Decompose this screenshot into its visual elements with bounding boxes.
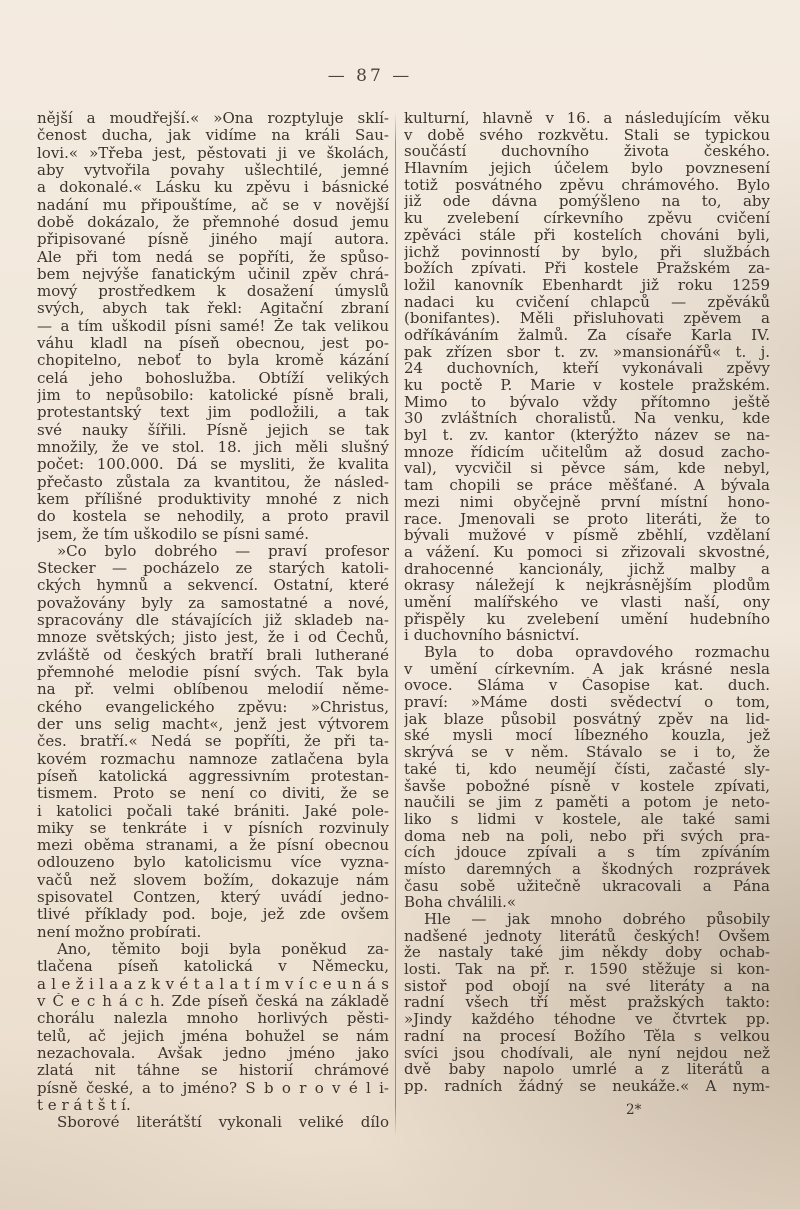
signature-mark: 2*	[626, 1101, 642, 1118]
text-line: jak blaze působil posvátný zpěv na lid-	[404, 710, 770, 728]
text-line: ské mysli mocí líbezného kouzla, jež	[404, 727, 770, 745]
text-line: a dokonalé.« Lásku ku zpěvu i básnické	[37, 179, 389, 197]
text-line: čenost ducha, jak vidíme na králi Sau-	[37, 127, 389, 145]
text-line: naučili se jim z paměti a potom je neto-	[404, 794, 770, 811]
text-line: sistoř pod obojí na své literáty a na	[404, 977, 770, 995]
text-line: tlačena píseň katolická v Německu,	[37, 958, 389, 976]
text-line: radní na procesí Božího Těla s velkou	[404, 1027, 770, 1045]
text-line: nezachovala. Avšak jedno jméno jako	[37, 1044, 389, 1062]
text-line: v Č e c h á c h. Zde píseň česká na základě	[37, 992, 389, 1010]
text-line: množily, že ve stol. 18. jich měli slušný	[37, 438, 389, 456]
text-line: 30 zvláštních choralistů. Na venku, kde	[404, 410, 770, 428]
text-line: přemnohé melodie písní svých. Tak byla	[37, 664, 389, 681]
text-line: tam chopili se práce měšťané. A bývala	[404, 477, 770, 494]
text-line: lovi.« »Třeba jest, pěstovati ji ve školách,	[37, 144, 389, 162]
text-line: mový prostředkem k dosažení úmyslů	[37, 283, 389, 301]
text-line: Hlavním jejich účelem bylo povznesení	[404, 160, 770, 177]
text-line: že nastaly také jim někdy doby ochab-	[404, 944, 770, 962]
text-line: skrývá se v něm. Stávalo se i to, že	[404, 744, 770, 761]
text-line: ckého evangelického zpěvu: »Christus,	[37, 698, 389, 716]
text-line: protestantský text jim podložili, a tak	[37, 404, 389, 422]
text-line: i duchovního básnictví.	[404, 627, 580, 644]
text-line: nadání mu připouštíme, ač se v novější	[37, 196, 389, 214]
text-line: ku poctě P. Marie v kostele pražském.	[404, 377, 770, 394]
text-line: mnoze řídicím učitelům až dosud zacho-	[404, 443, 770, 461]
text-line: není možno probírati.	[37, 923, 202, 941]
text-line: nadšené jednoty literátů českých! Ovšem	[404, 927, 770, 945]
text-line: jichž povinností by bylo, při službách	[404, 243, 770, 261]
text-line: vačů než slovem božím, dokazuje nám	[37, 871, 389, 889]
text-line: Hle — jak mnoho dobrého působily	[424, 911, 770, 928]
text-line: váhu kladl na píseň obecnou, jest po-	[37, 335, 389, 353]
text-line: ložil kanovník Ebenhardt již roku 1259	[404, 276, 770, 294]
text-line: ckých hymnů a sekvencí. Ostatní, které	[37, 577, 389, 595]
text-line: již ode dávna pomýšleno na to, aby	[404, 193, 770, 211]
text-line: jsem, že tím uškodilo se písni samé.	[37, 525, 309, 543]
text-line: kem přílišné produktivity mnohé z nich	[37, 490, 389, 508]
text-line: chopitelno, neboť to byla kromě kázání	[37, 352, 389, 370]
text-line: místo daremných a škodných rozprávek	[404, 860, 770, 878]
right-column-text	[404, 110, 770, 1095]
text-line: (bonifantes). Měli přisluhovati zpěvem a	[404, 310, 770, 327]
text-line: Boha chválili.«	[404, 894, 517, 911]
text-block	[37, 110, 770, 1136]
text-line: bývali mužové v písmě zběhlí, vzdělaní	[404, 527, 770, 544]
text-line: šavše pobožné písně v kostele zpívati,	[404, 777, 770, 795]
text-line: dvě baby napolo umrlé a z literátů a	[404, 1061, 770, 1078]
text-line: času sobě užitečně ukracovali a Pána	[404, 877, 770, 895]
column-divider	[395, 112, 396, 1136]
text-line: součástí duchovního života českého.	[404, 143, 770, 161]
text-line: cích jdouce zpívali a s tím zpíváním	[404, 844, 770, 861]
text-line: na př. velmi oblíbenou melodií něme-	[37, 681, 389, 699]
text-line: ovoce. Sláma v Časopise kat. duch.	[404, 677, 770, 695]
text-line: Stecker — pocházelo ze starých katoli-	[37, 560, 389, 578]
text-line: totiž posvátného zpěvu chrámového. Bylo	[404, 176, 770, 194]
text-line: své nauky šířili. Písně jejich se tak	[37, 421, 389, 439]
text-line: mezi oběma stranami, a že písní obecnou	[37, 837, 389, 855]
text-line: miky se tenkráte i v písních rozvinuly	[37, 819, 389, 837]
text-line: t e r á t š t í.	[37, 1096, 131, 1114]
text-line: doma neb na poli, nebo při svých pra-	[404, 827, 770, 845]
text-line: zpěváci stále při kostelích chováni byli,	[404, 226, 770, 244]
text-line: jim to nepůsobilo: katolické písně brali,	[37, 387, 389, 404]
text-line: bem nejvýše fanatickým učinil zpěv chrá-	[37, 265, 389, 283]
right-column	[404, 110, 770, 1136]
text-line: svých, abych tak řekl: Agitační zbraní	[37, 300, 389, 318]
text-line: praví: »Máme dosti svědectví o tom,	[404, 694, 770, 711]
text-line: božích zpívati. Při kostele Pražském za-	[404, 260, 770, 277]
text-line: přečasto zůstala za kvantitou, že násled-	[37, 473, 389, 491]
text-line: kovém rozmachu namnoze zatlačena byla	[37, 750, 389, 768]
text-line: byl t. zv. kantor (kterýžto název se na-	[404, 427, 770, 444]
text-line: počet: 100.000. Dá se mysliti, že kvalita	[37, 456, 389, 474]
text-line: der uns selig macht«, jenž jest výtvorem	[37, 715, 389, 733]
text-line: přispěly ku zvelebení umění hudebního	[404, 610, 770, 628]
text-line: v době svého rozkvětu. Stali se typickou	[404, 126, 770, 144]
text-line: a l e ž i l a a z k v é t a l a t í m v í c e u n á s	[37, 975, 389, 993]
text-line: době dokázalo, že přemnohé dosud jemu	[37, 213, 389, 231]
text-line: nější a moudřejší.« »Ona rozptyluje sklí-	[37, 110, 389, 127]
text-line: losti. Tak na př. r. 1590 stěžuje si kon-	[404, 961, 770, 978]
text-line: radní všech tří měst pražských takto:	[404, 994, 770, 1012]
text-line: nadaci ku cvičení chlapců — zpěváků	[404, 293, 770, 311]
text-line: spisovatel Contzen, který uvádí jedno-	[37, 889, 389, 907]
text-line: píseň katolická aggressivním protestan-	[37, 767, 389, 785]
page-number: — 87 —	[327, 66, 413, 86]
text-line: čes. bratří.« Nedá se popříti, že při ta-	[37, 733, 389, 751]
text-line: drahocenné kancionály, jichž malby a	[404, 560, 770, 578]
text-line: pp. radních žádný se neukáže.« A nym-	[404, 1077, 770, 1095]
text-line: Mimo to bývalo vždy přítomno ještě	[404, 393, 770, 411]
text-line: »Co bylo dobrého — praví profesor	[57, 542, 389, 560]
text-line: kulturní, hlavně v 16. a následujícím věku	[404, 110, 770, 127]
text-line: — a tím uškodil písni samé! Že tak velikou	[37, 317, 389, 335]
text-line: val), vycvičil si pěvce sám, kde nebyl,	[404, 460, 770, 478]
text-line: okrasy náležejí k nejkrásnějším plodům	[404, 577, 770, 594]
text-line: celá jeho bohoslužba. Obtíží velikých	[37, 369, 389, 387]
text-line: také ti, kdo neumějí čísti, začasté sly-	[404, 760, 770, 778]
text-line: tismem. Proto se není co diviti, že se	[37, 785, 389, 803]
text-line: chorálu nalezla mnoho horlivých pěsti-	[37, 1010, 389, 1028]
text-line: Ano, těmito boji byla poněkud za-	[57, 941, 389, 958]
text-line: a vážení. Ku pomoci si zřizovali skvostné,	[404, 543, 770, 561]
text-line: do kostela se nehodily, a proto pravil	[37, 508, 389, 526]
text-line: aby vytvořila povahy ušlechtilé, jemné	[37, 161, 389, 179]
text-line: 24 duchovních, kteří vykonávali zpěvy	[404, 360, 770, 377]
text-line: tlivé příklady pod. boje, jež zde ovšem	[37, 906, 389, 924]
text-line: Byla to doba opravdového rozmachu	[424, 644, 770, 661]
left-column	[37, 110, 389, 1136]
text-line: telů, ač jejich jména bohužel se nám	[37, 1027, 389, 1045]
text-line: spracovány dle stávajících již skladeb na-	[37, 612, 389, 630]
text-line: připisované písně jiného mají autora.	[37, 231, 389, 249]
text-line: »Jindy každého téhodne ve čtvrtek pp.	[404, 1011, 770, 1028]
text-line: i katolici počali také brániti. Jaké pole-	[37, 802, 389, 820]
text-line: ku zvelebení církevního zpěvu cvičení	[404, 210, 770, 227]
text-line: Ale při tom nedá se popříti, že spůso-	[37, 248, 389, 266]
text-line: považovány byly za samostatné a nové,	[37, 594, 389, 612]
text-line: mezi nimi obyčejně první místní hono-	[404, 493, 770, 511]
text-line: liko s lidmi v kostele, ale také sami	[404, 810, 770, 828]
text-line: mnoze světských; jisto jest, že i od Čechů,	[37, 629, 389, 647]
text-line: Sborové literátští vykonali veliké dílo	[57, 1114, 389, 1132]
text-line: v umění církevním. A jak krásné nesla	[404, 660, 770, 678]
text-line: pak zřízen sbor t. zv. »mansionářů« t. j.	[404, 343, 770, 361]
text-line: svíci jsou chodívali, ale nyní nejdou než	[404, 1044, 770, 1062]
text-line: odlouzeno bylo katolicismu více vyzna-	[37, 854, 389, 872]
text-line: zlatá nit táhne se historií chrámové	[37, 1062, 389, 1080]
text-line: zvláště od českých bratří brali lutherané	[37, 646, 389, 664]
text-line: race. Jmenovali se proto literáti, že to	[404, 510, 770, 528]
text-line: písně české, a to jméno? S b o r o v é l i-	[37, 1079, 389, 1097]
text-line: odříkáváním žalmů. Za císaře Karla IV.	[404, 326, 770, 344]
text-line: umění malířského ve vlasti naší, ony	[404, 593, 770, 611]
